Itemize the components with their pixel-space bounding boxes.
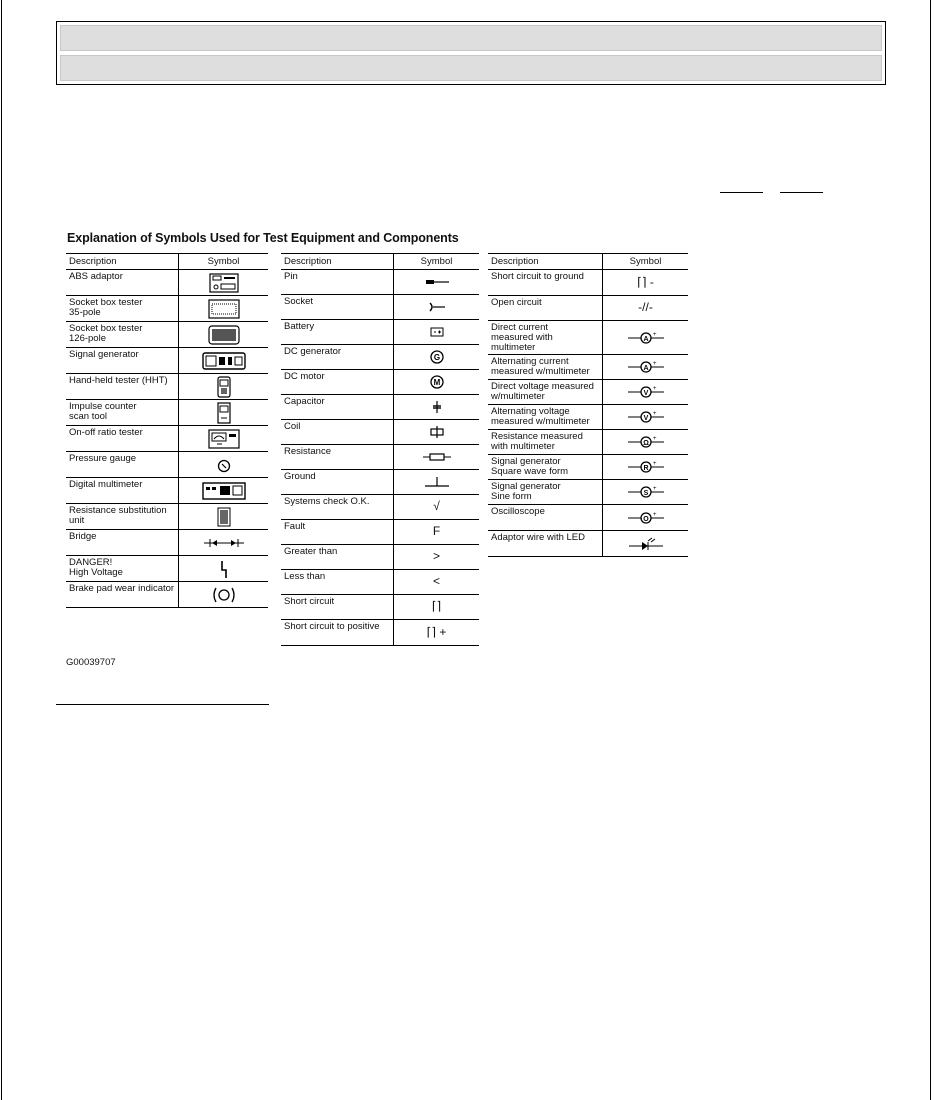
greater-than-icon (394, 545, 480, 570)
resistance-icon (394, 445, 480, 470)
table-row (66, 452, 268, 478)
table-row (281, 295, 479, 320)
open-circuit-glyph: -//- (638, 300, 653, 314)
pin-icon (394, 270, 480, 295)
row-description: Coil (281, 420, 394, 445)
oscilloscope-icon (603, 505, 689, 531)
row-description: Pin (281, 270, 394, 295)
socket-box-35-icon (179, 296, 269, 322)
abs-adaptor-icon (179, 270, 269, 296)
row-description: Adaptor wire with LED (488, 531, 603, 557)
check-ok-icon (394, 495, 480, 520)
meter-letter: A (642, 365, 649, 372)
open-circuit-icon (603, 296, 689, 321)
table-row (488, 405, 688, 430)
table-header-row (488, 254, 688, 270)
row-description: Oscilloscope (488, 505, 603, 531)
meter-letter: O (642, 515, 649, 523)
svg-text:+: + (652, 386, 657, 392)
svg-text:+: + (652, 361, 657, 367)
header-bar-bottom (60, 55, 882, 81)
row-description: DC motor (281, 370, 394, 395)
row-description: Socket box tester 35-pole (66, 296, 179, 322)
table-row (488, 321, 688, 355)
row-description: On-off ratio tester (66, 426, 179, 452)
less-than-glyph: < (432, 574, 440, 588)
table-row (66, 530, 268, 556)
symbol-header: Symbol (603, 254, 689, 270)
row-description: Ground (281, 470, 394, 495)
dc-generator-icon (394, 345, 480, 370)
socket-box-126-icon (179, 322, 269, 348)
svg-text:+: + (652, 486, 657, 492)
table-row (281, 620, 479, 646)
fault-icon (394, 520, 480, 545)
symbol-header: Symbol (394, 254, 480, 270)
table-row (488, 296, 688, 321)
row-description: Hand-held tester (HHT) (66, 374, 179, 400)
table-row (281, 570, 479, 595)
table-row (281, 420, 479, 445)
svg-text:+: + (652, 436, 657, 442)
fault-glyph: F (432, 524, 441, 538)
symbols-table-2 (281, 253, 479, 646)
table-row (281, 395, 479, 420)
bridge-icon (179, 530, 269, 556)
row-description: Direct voltage measured w/multimeter (488, 380, 603, 405)
digital-multimeter-icon (179, 478, 269, 504)
row-description: Digital multimeter (66, 478, 179, 504)
row-description: Short circuit (281, 595, 394, 620)
table-row (66, 374, 268, 400)
symbol-header: Symbol (179, 254, 269, 270)
table-row (281, 595, 479, 620)
svg-text:+: + (652, 511, 657, 518)
table-row (488, 480, 688, 505)
short-circuit-positive-glyph: ⌈⌉ + (426, 624, 447, 639)
row-description: Bridge (66, 530, 179, 556)
table-row (281, 470, 479, 495)
table-row (66, 426, 268, 452)
table-row (281, 495, 479, 520)
row-description: Resistance substitution unit (66, 504, 179, 530)
figure-title: Explanation of Symbols Used for Test Equipment and Components (67, 231, 459, 245)
coil-icon (394, 420, 480, 445)
header-bar-top (60, 25, 882, 51)
resistance-substitution-icon (179, 504, 269, 530)
row-description: Fault (281, 520, 394, 545)
resistance-measured-icon (603, 430, 689, 455)
row-description: Socket (281, 295, 394, 320)
row-description: Resistance (281, 445, 394, 470)
nav-link-next[interactable] (780, 192, 823, 193)
alternating-voltage-icon (603, 405, 689, 430)
short-circuit-glyph: ⌈⌉ (431, 599, 442, 613)
socket-icon (394, 295, 480, 320)
signal-generator-icon (179, 348, 269, 374)
battery-icon (394, 320, 480, 345)
signal-sine-icon (603, 480, 689, 505)
table-row (281, 270, 479, 295)
short-circuit-positive-icon (394, 620, 480, 646)
row-description: Signal generator Square wave form (488, 455, 603, 480)
table-row (66, 348, 268, 374)
table-row (66, 504, 268, 530)
row-description: Brake pad wear indicator (66, 582, 179, 608)
row-description: Resistance measured with multimeter (488, 430, 603, 455)
table-row (488, 355, 688, 380)
document-header (56, 21, 886, 85)
short-circuit-ground-glyph: ⌈⌉ - (637, 274, 654, 289)
direct-voltage-icon (603, 380, 689, 405)
description-header: Description (66, 254, 179, 270)
signal-square-icon (603, 455, 689, 480)
table-row (66, 582, 268, 608)
on-off-ratio-tester-icon (179, 426, 269, 452)
table-row (281, 320, 479, 345)
row-description: Open circuit (488, 296, 603, 321)
table-row (281, 345, 479, 370)
row-description: DANGER! High Voltage (66, 556, 179, 582)
row-description: Alternating voltage measured w/multimeter (488, 405, 603, 430)
table-row (488, 455, 688, 480)
table-header-row (66, 254, 268, 270)
symbols-table-3 (488, 253, 688, 557)
table-row (488, 430, 688, 455)
adaptor-led-icon (603, 531, 689, 557)
svg-text:+: + (652, 411, 657, 417)
table-row (488, 380, 688, 405)
row-description: Signal generator (66, 348, 179, 374)
row-description: Socket box tester 126-pole (66, 322, 179, 348)
table-row (66, 400, 268, 426)
row-description: Alternating current measured w/multimeter (488, 355, 603, 380)
footnote-separator (56, 704, 269, 705)
impulse-counter-icon (179, 400, 269, 426)
row-description: Pressure gauge (66, 452, 179, 478)
row-description: Impulse counter scan tool (66, 400, 179, 426)
symbols-table-1 (66, 253, 268, 608)
table-row (281, 520, 479, 545)
hand-held-tester-icon (179, 374, 269, 400)
row-description: ABS adaptor (66, 270, 179, 296)
table-row (66, 296, 268, 322)
row-description: Signal generator Sine form (488, 480, 603, 505)
pressure-gauge-icon (179, 452, 269, 478)
high-voltage-icon (179, 556, 269, 582)
alternating-current-icon (603, 355, 689, 380)
row-description: Capacitor (281, 395, 394, 420)
meter-letter: A (642, 335, 649, 343)
table-row (281, 545, 479, 570)
check-ok-glyph: √ (433, 499, 440, 513)
description-header: Description (281, 254, 394, 270)
capacitor-icon (394, 395, 480, 420)
table-row (66, 556, 268, 582)
svg-text:+: + (652, 331, 657, 338)
figure-code: G00039707 (66, 657, 116, 668)
svg-text:G: G (433, 353, 440, 362)
table-header-row (281, 254, 479, 270)
short-circuit-icon (394, 595, 480, 620)
table-row (488, 270, 688, 296)
brake-pad-wear-icon (179, 582, 269, 608)
row-description: Battery (281, 320, 394, 345)
table-row (281, 445, 479, 470)
row-description: Direct current measured with multimeter (488, 321, 603, 355)
table-row (488, 505, 688, 531)
svg-text:M: M (433, 378, 440, 387)
meter-letter: Ω (642, 440, 649, 447)
table-row (488, 531, 688, 557)
row-description: DC generator (281, 345, 394, 370)
table-row (66, 322, 268, 348)
less-than-icon (394, 570, 480, 595)
row-description: Short circuit to ground (488, 270, 603, 296)
nav-link-previous[interactable] (720, 192, 763, 193)
direct-current-icon (603, 321, 689, 355)
meter-letter: R (642, 465, 649, 472)
dc-motor-icon (394, 370, 480, 395)
svg-text:+: + (652, 461, 657, 467)
description-header: Description (488, 254, 603, 270)
meter-letter: S (643, 490, 648, 497)
row-description: Systems check O.K. (281, 495, 394, 520)
greater-than-glyph: > (432, 549, 440, 563)
table-row (66, 270, 268, 296)
table-row (281, 370, 479, 395)
meter-letter: V (643, 390, 648, 397)
table-row (66, 478, 268, 504)
row-description: Short circuit to positive (281, 620, 394, 646)
row-description: Greater than (281, 545, 394, 570)
ground-icon (394, 470, 480, 495)
row-description: Less than (281, 570, 394, 595)
meter-letter: V (643, 415, 648, 422)
short-circuit-ground-icon (603, 270, 689, 296)
